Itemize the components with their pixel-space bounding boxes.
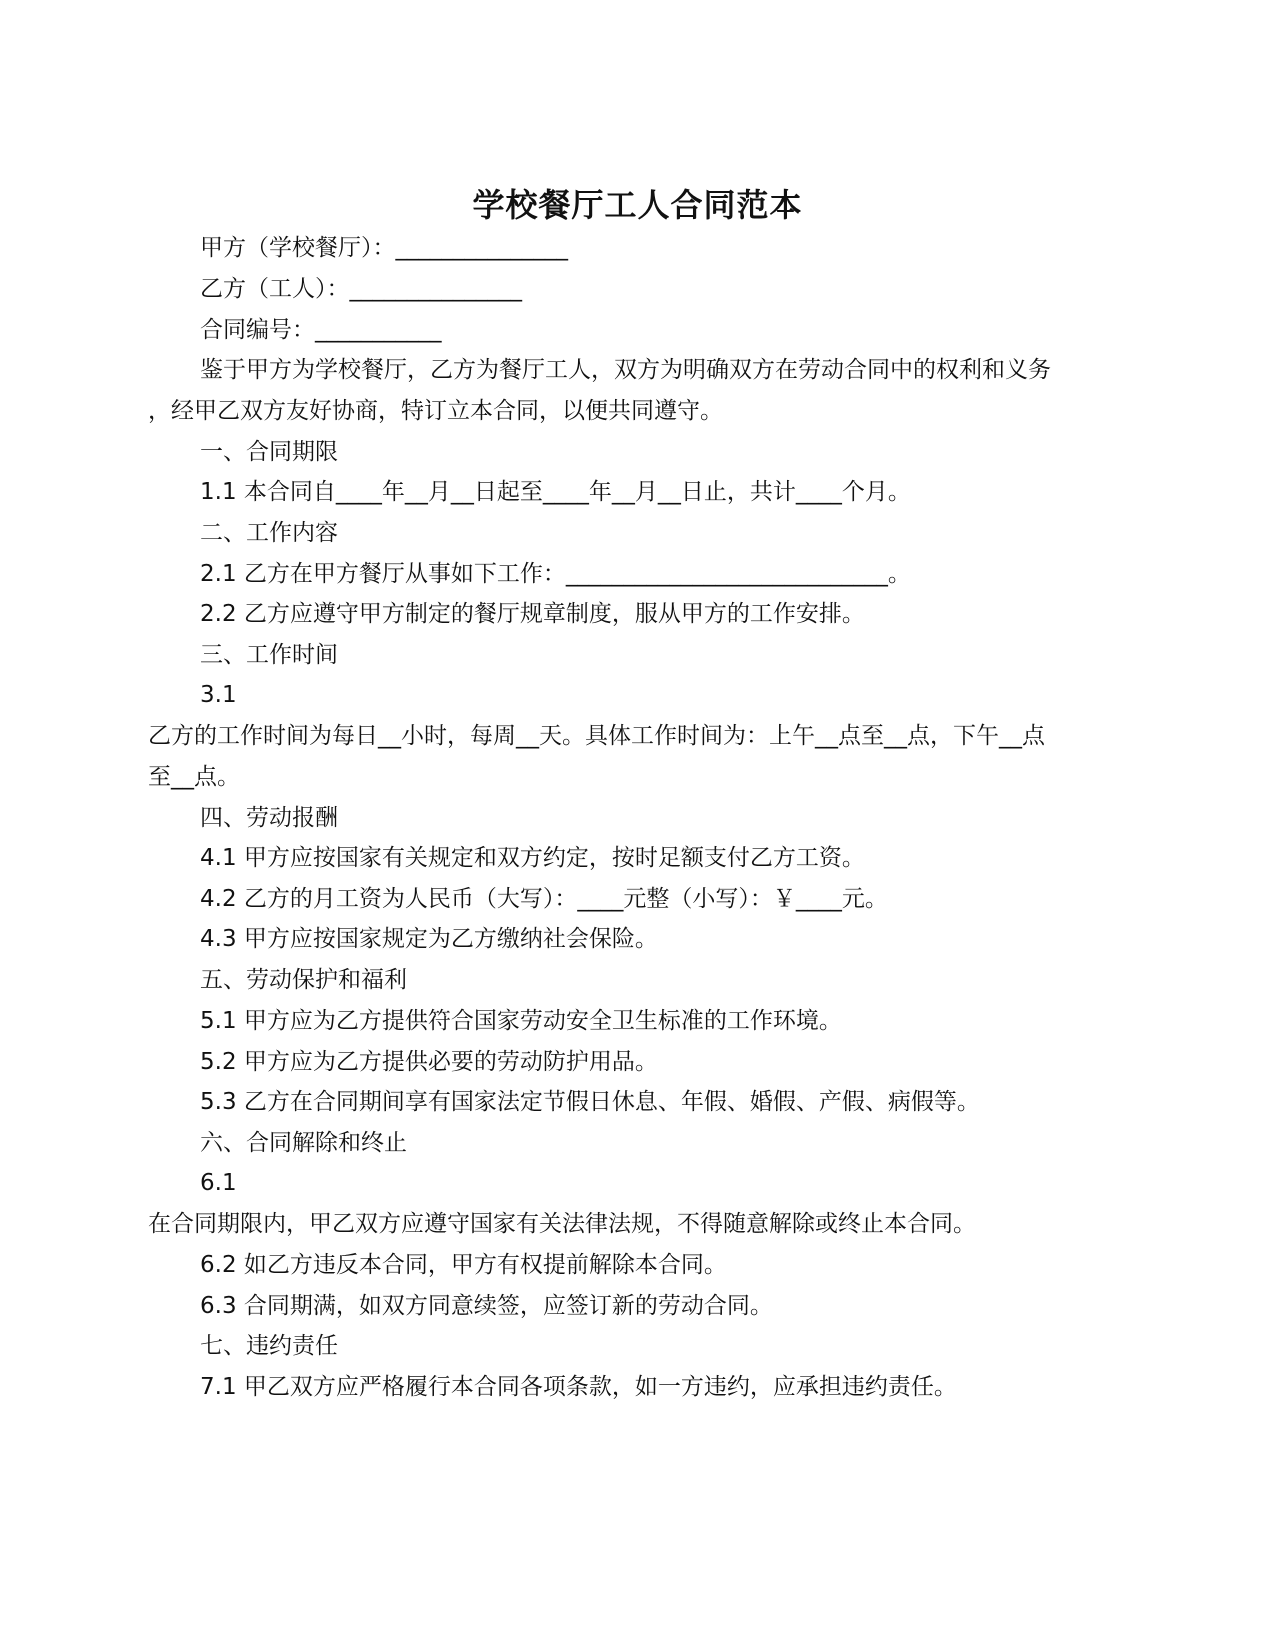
- clause-1-1: 1.1 本合同自____年__月__日起至____年__月__日止，共计____个月。: [200, 479, 911, 505]
- section-5-heading: 五、劳动保护和福利: [200, 967, 407, 993]
- section-6-heading: 六、合同解除和终止: [200, 1130, 407, 1156]
- section-4-heading: 四、劳动报酬: [200, 805, 338, 831]
- clause-2-1: 2.1 乙方在甲方餐厅从事如下工作：____________________________。: [200, 561, 911, 587]
- clause-4-3: 4.3 甲方应按国家规定为乙方缴纳社会保险。: [200, 926, 658, 952]
- section-3-heading: 三、工作时间: [200, 642, 338, 668]
- party-a-line: 甲方（学校餐厅）：_______________: [200, 235, 568, 261]
- document-title: 学校餐厅工人合同范本: [472, 186, 803, 224]
- section-7-heading: 七、违约责任: [200, 1333, 338, 1359]
- clause-6-1-number: 6.1: [200, 1170, 237, 1196]
- clause-7-1: 7.1 甲乙双方应严格履行本合同各项条款，如一方违约，应承担违约责任。: [200, 1374, 957, 1400]
- clause-4-2: 4.2 乙方的月工资为人民币（大写）：____元整（小写）：￥____元。: [200, 886, 888, 912]
- clause-3-1-line-1: 乙方的工作时间为每日__小时，每周__天。具体工作时间为：上午__点至__点，下午__点: [148, 723, 1045, 749]
- clause-3-1-number: 3.1: [200, 682, 237, 708]
- section-2-heading: 二、工作内容: [200, 520, 338, 546]
- intro-paragraph-line-2: ，经甲乙双方友好协商，特订立本合同，以便共同遵守。: [148, 398, 723, 424]
- clause-6-2: 6.2 如乙方违反本合同，甲方有权提前解除本合同。: [200, 1252, 727, 1278]
- clause-5-2: 5.2 甲方应为乙方提供必要的劳动防护用品。: [200, 1049, 658, 1075]
- clause-4-1: 4.1 甲方应按国家有关规定和双方约定，按时足额支付乙方工资。: [200, 845, 865, 871]
- clause-5-1: 5.1 甲方应为乙方提供符合国家劳动安全卫生标准的工作环境。: [200, 1008, 842, 1034]
- clause-6-1-line-1: 在合同期限内，甲乙双方应遵守国家有关法律法规，不得随意解除或终止本合同。: [148, 1211, 976, 1237]
- clause-2-2: 2.2 乙方应遵守甲方制定的餐厅规章制度，服从甲方的工作安排。: [200, 601, 865, 627]
- clause-3-1-line-2: 至__点。: [148, 764, 240, 790]
- clause-5-3: 5.3 乙方在合同期间享有国家法定节假日休息、年假、婚假、产假、病假等。: [200, 1089, 980, 1115]
- contract-number-line: 合同编号：___________: [200, 317, 442, 343]
- party-b-line: 乙方（工人）：_______________: [200, 276, 522, 302]
- intro-paragraph-line-1: 鉴于甲方为学校餐厅，乙方为餐厅工人，双方为明确双方在劳动合同中的权利和义务: [200, 357, 1051, 383]
- section-1-heading: 一、合同期限: [200, 439, 338, 465]
- clause-6-3: 6.3 合同期满，如双方同意续签，应签订新的劳动合同。: [200, 1293, 773, 1319]
